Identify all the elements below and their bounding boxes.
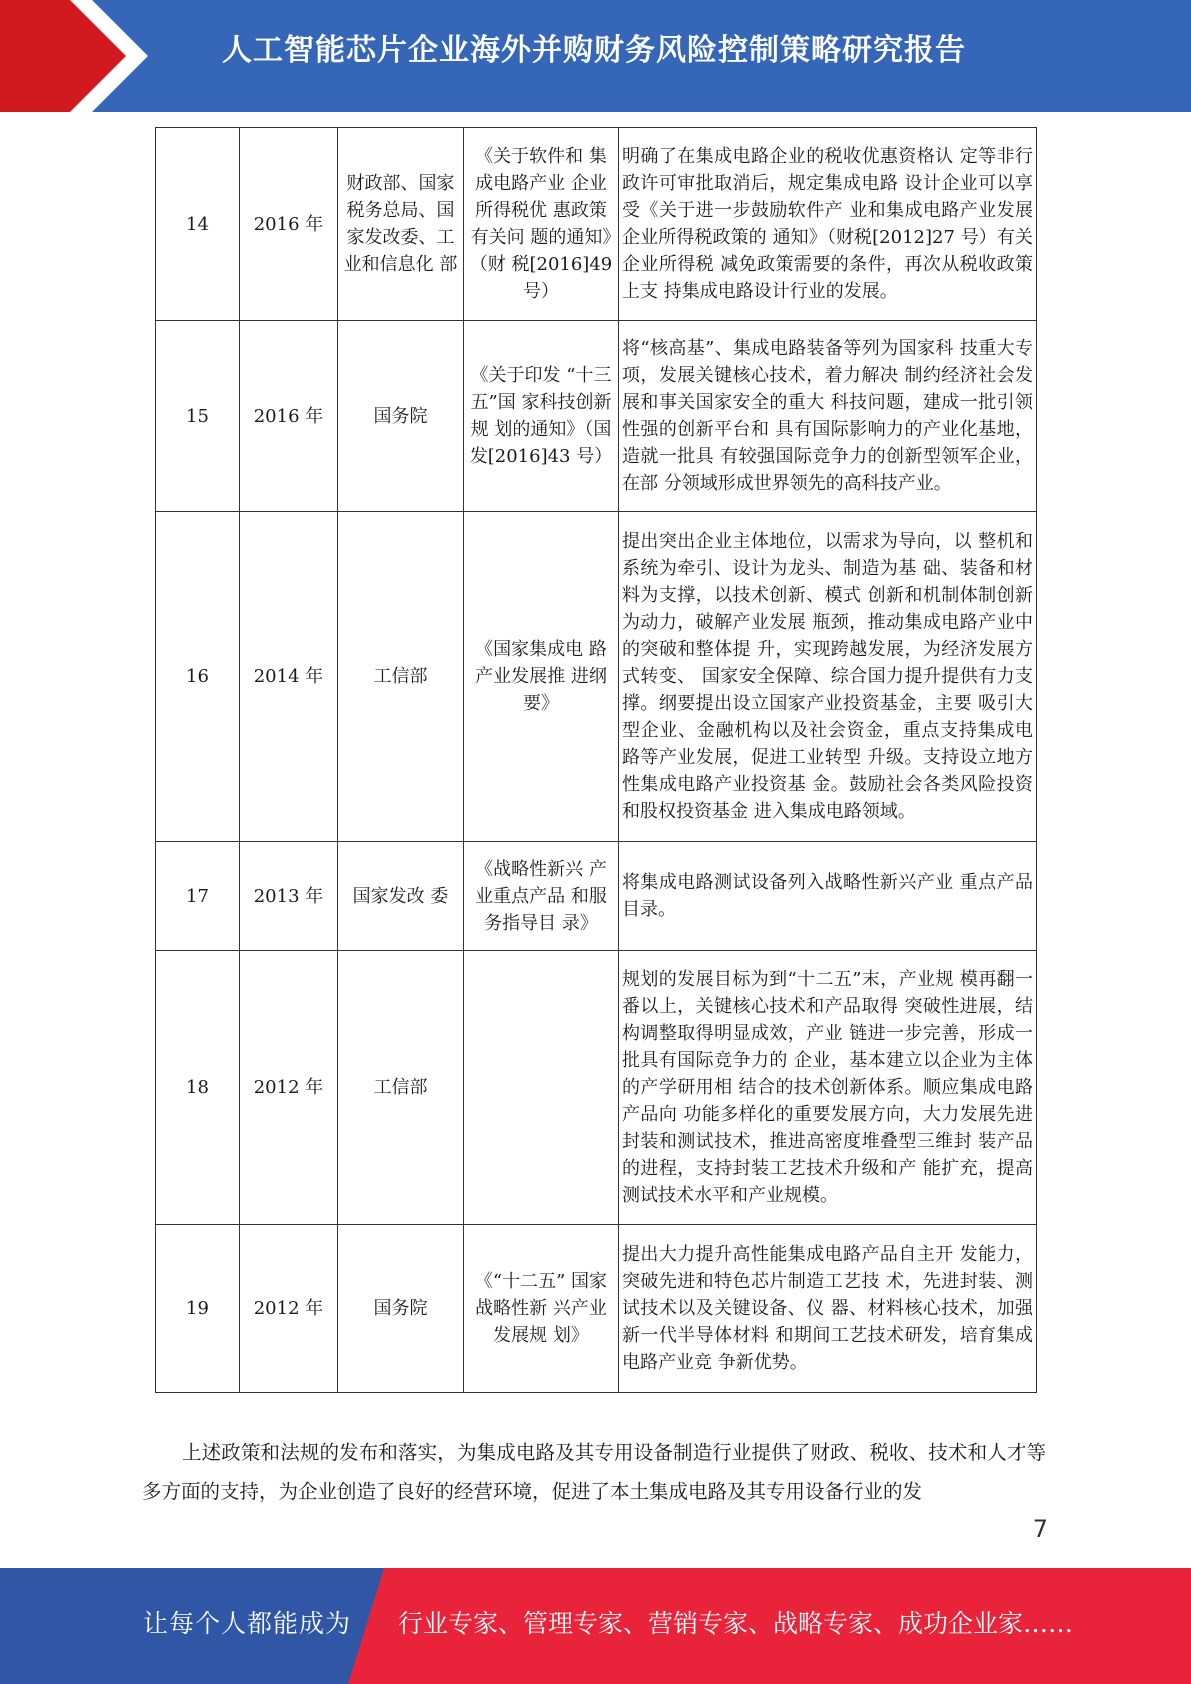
page-header [0, 0, 1191, 112]
row-year: 2012 年 [240, 1225, 338, 1393]
table-row [156, 321, 1037, 512]
body-paragraph: 上述政策和法规的发布和落实，为集成电路及其专用设备制造行业提供了财政、税收、技术和人才等多方面的支持，为企业创造了良好的经营环境，促进了本土集成电路及其专用设备行业的发 [142, 1441, 1046, 1503]
row-department: 财政部、国家税务总局、国家发改委、工业和信息化 部 [338, 128, 464, 321]
row-description: 将集成电路测试设备列入战略性新兴产业 重点产品目录。 [619, 842, 1037, 951]
row-description: 将“核高基”、集成电路装备等列为国家科 技重大专项，发展关键核心技术，着力解决 制约经济社会发展和事关国家安全的重大 科技问题，建成一批引领性强的创新平台和 具有国际影响力的产业化基地，造就一批具 有较强国际竞争力的创新型领军企业，在部 分领域形成世界领先的高科技产业。 [619, 321, 1037, 512]
row-number: 16 [156, 512, 240, 842]
row-department: 工信部 [338, 512, 464, 842]
table-row [156, 512, 1037, 842]
policy-table [155, 127, 1037, 1393]
row-year: 2016 年 [240, 321, 338, 512]
table-row [156, 951, 1037, 1225]
page-number: 7 [1032, 1515, 1048, 1543]
table-row [156, 1225, 1037, 1393]
row-number: 19 [156, 1225, 240, 1393]
table-row [156, 128, 1037, 321]
row-number: 17 [156, 842, 240, 951]
page-footer [0, 1568, 1191, 1684]
row-department: 国务院 [338, 1225, 464, 1393]
row-department: 国务院 [338, 321, 464, 512]
report-title: 人工智能芯片企业海外并购财务风险控制策略研究报告 [222, 33, 966, 68]
row-year: 2014 年 [240, 512, 338, 842]
row-number: 15 [156, 321, 240, 512]
table-row [156, 842, 1037, 951]
row-description: 明确了在集成电路企业的税收优惠资格认 定等非行政许可审批取消后，规定集成电路 设计企业可以享受《关于进一步鼓励软件产 业和集成电路产业发展企业所得税政策的 通知》（财税[2012]27 号）有关企业所得税 减免政策需要的条件，再次从税收政策上支 持集成电路设计行业的发展。 [619, 128, 1037, 321]
row-year: 2013 年 [240, 842, 338, 951]
row-year: 2016 年 [240, 128, 338, 321]
row-number: 18 [156, 951, 240, 1225]
row-policy-name [464, 951, 619, 1225]
footer-slogan-lead: 让每个人都能成为 [143, 1609, 352, 1638]
footer-slogan-roles: 行业专家、管理专家、营销专家、战略专家、成功企业家…… [398, 1609, 1074, 1638]
row-number: 14 [156, 128, 240, 321]
row-department: 工信部 [338, 951, 464, 1225]
row-policy-name: 《关于印发 “十三五”国 家科技创新规 划的通知》（国 发[2016]43 号） [464, 321, 619, 512]
row-description: 提出突出企业主体地位，以需求为导向，以 整机和系统为牵引、设计为龙头、制造为基 础、装备和材料为支撑，以技术创新、模式 创新和机制体制创新为动力，破解产业发展 瓶颈，推动集成电路产业中的突破和整体提 升，实现跨越发展，为经济发展方式转变、 国家安全保障、综合国力提升提供有力支 撑。纲要提出设立国家产业投资基金，主要 吸引大型企业、金融机构以及社会资金，重点支持集成电路等产业发展，促进工业转型 升级。支持设立地方性集成电路产业投资基 金。鼓励社会各类风险投资和股权投资基金 进入集成电路领域。 [619, 512, 1037, 842]
row-policy-name: 《战略性新兴 产业重点产品 和服务指导目 录》 [464, 842, 619, 951]
row-policy-name: 《关于软件和 集成电路产业 企业所得税优 惠政策有关问 题的通知》（财 税[2016]49 号） [464, 128, 619, 321]
row-policy-name: 《“十二五” 国家战略性新 兴产业发展规 划》 [464, 1225, 619, 1393]
row-description: 提出大力提升高性能集成电路产品自主开 发能力，突破先进和特色芯片制造工艺技 术，先进封装、测试技术以及关键设备、仪 器、材料核心技术，加强新一代半导体材料 和期间工艺技术研发，培育集成电路产业竞 争新优势。 [619, 1225, 1037, 1393]
row-description: 规划的发展目标为到“十二五”末，产业规 模再翻一番以上，关键核心技术和产品取得 突破性进展，结构调整取得明显成效，产业 链进一步完善，形成一批具有国际竞争力的 企业，基本建立以企业为主体的产学研用相 结合的技术创新体系。顺应集成电路产品向 功能多样化的重要发展方向，大力发展先进 封装和测试技术，推进高密度堆叠型三维封 装产品的进程，支持封装工艺技术升级和产 能扩充，提高测试技术水平和产业规模。 [619, 951, 1037, 1225]
row-department: 国家发改 委 [338, 842, 464, 951]
row-year: 2012 年 [240, 951, 338, 1225]
row-policy-name: 《国家集成电 路产业发展推 进纲要》 [464, 512, 619, 842]
